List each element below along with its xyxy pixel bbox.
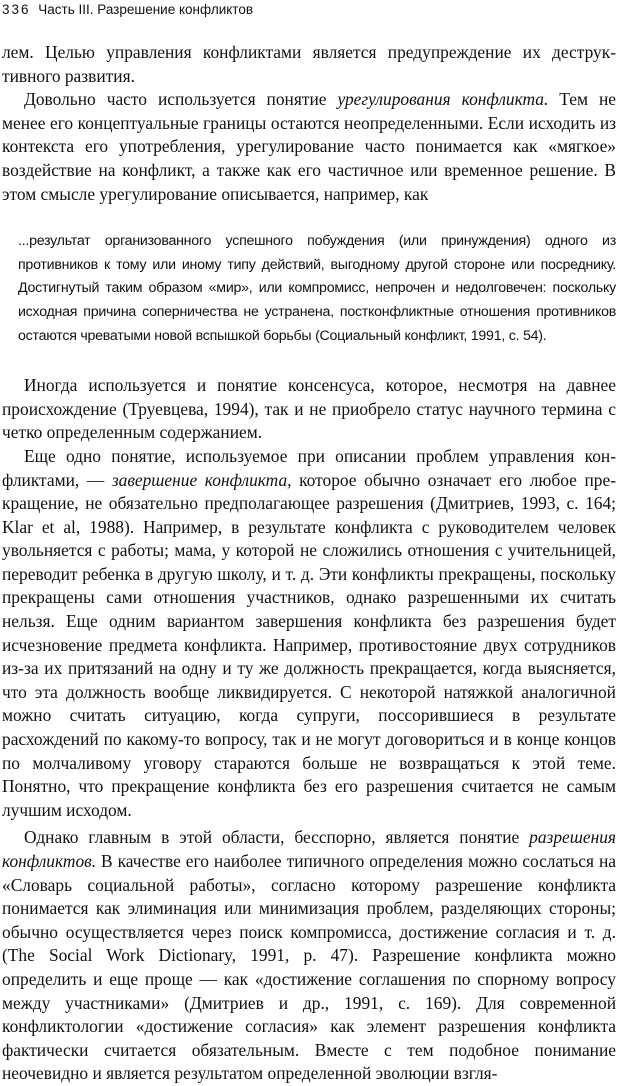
paragraph-4 [2,445,616,823]
paragraph-2 [2,88,616,206]
block-quote: ...результат организованного успешного побуждения (или принуждения) одного из противников к тому или иному типу действий, выгодному другой стороне или посреднику. Достигнутый таким образом «мир», или компромисс, непрочен и недолговечен: поскольку исходная причина соперничества не устранена, постконфликтные отношения противников остаются чреватыми новой вспышкой борьбы (Социальный конфликт, 1991, с. 54). [18,233,616,344]
paragraph-5-text-a: Однако главным в этой области, бесспорно, является понятие [24,827,530,848]
paragraph-5-text-b: В качестве его наиболее типичного определения можно сослаться на «Словарь социальной работы», согласно которому разрешение конфликта понимается как элиминация или минимизация проблем, разделяющих стороны; обычно осуществляется через поиск компромисса, достижение согласия и т. д. (The Social Work Dictionary, 1991, p. 47). Разрешение конфликта можно определить и еще проще — как «достижение соглашения по спорному вопросу между участниками» (Дмитриев и др., 1991, с. 169). Для современной конфликтологии «достижение согласия» как элемент разрешения конфликта фактически считается обязательным. Вместе с тем подобное понимание неочевидно и является результатом определенной эволюции взгля- [2,851,616,1084]
paragraph-2-text-b: Тем не менее его концептуальные границы остаются неопределенными. Если исходить из контекста его употребления, урегулирование часто понимается как «мягкое» воздействие на конфликт, а также как его частичное или временное решение. В этом смысле урегулирование описывается, например, как [2,89,617,204]
running-title: Часть III. Разрешение конфликтов [38,2,254,17]
body-text [2,41,616,1086]
term-completion: завершение конфликта, [111,469,292,490]
term-settlement: урегулирования конфликта. [337,89,549,110]
page-number: 336 [2,2,31,17]
paragraph-4-text-b: которое обычно означает его любое прекращение, не обязательно предполагающее разрешения (Дмитриев, 1993, с. 164; Klar et al, 1988). Например, в результате конфликта с руководителем человек увольняется с работы; мама, у которой не сложились отношения с учительницей, переводит ребенка в другую школу, и т. д. Эти конфликты прекращены, поскольку прекращены сами отношения участников, однако разрешенными их считать нельзя. Еще одним вариантом завершения конфликта без разрешения будет исчезновение предмета конфликта. Например, противостояние двух сотрудников из-за их притязаний на одну и ту же должность прекращается, когда выясняется, что эта должность вообще ликвидируется. С некоторой натяжкой аналогичной можно считать ситуацию, когда супруги, поссорившиеся в результате расхождений по какому-то вопросу, так и не могут договориться и в конце концов по молчаливому уговору стараются больше не возвращаться к этой теме. Понятно, что прекращение конфликта без его разрешения считается не самым лучшим исходом. [2,469,616,820]
term-resolution: разрешения конфликтов. [2,827,616,871]
paragraph-4-text-a: Еще одно понятие, используемое при описании проблем управления конфликтами, — [2,445,616,490]
paragraph-2-text-a: Довольно часто используется понятие [24,89,338,110]
paragraph-1: лем. Целью управления конфликтами является предупреждение их деструктивного развития. [2,42,616,86]
paragraph-5 [2,826,616,1086]
running-head [2,0,616,19]
paragraph-3: Иногда используется и понятие консенсуса, которое, несмотря на давнее происхождение (Труевцева, 1994), так и не приобрело статус научного термина с четко определенным содержанием. [2,375,616,443]
